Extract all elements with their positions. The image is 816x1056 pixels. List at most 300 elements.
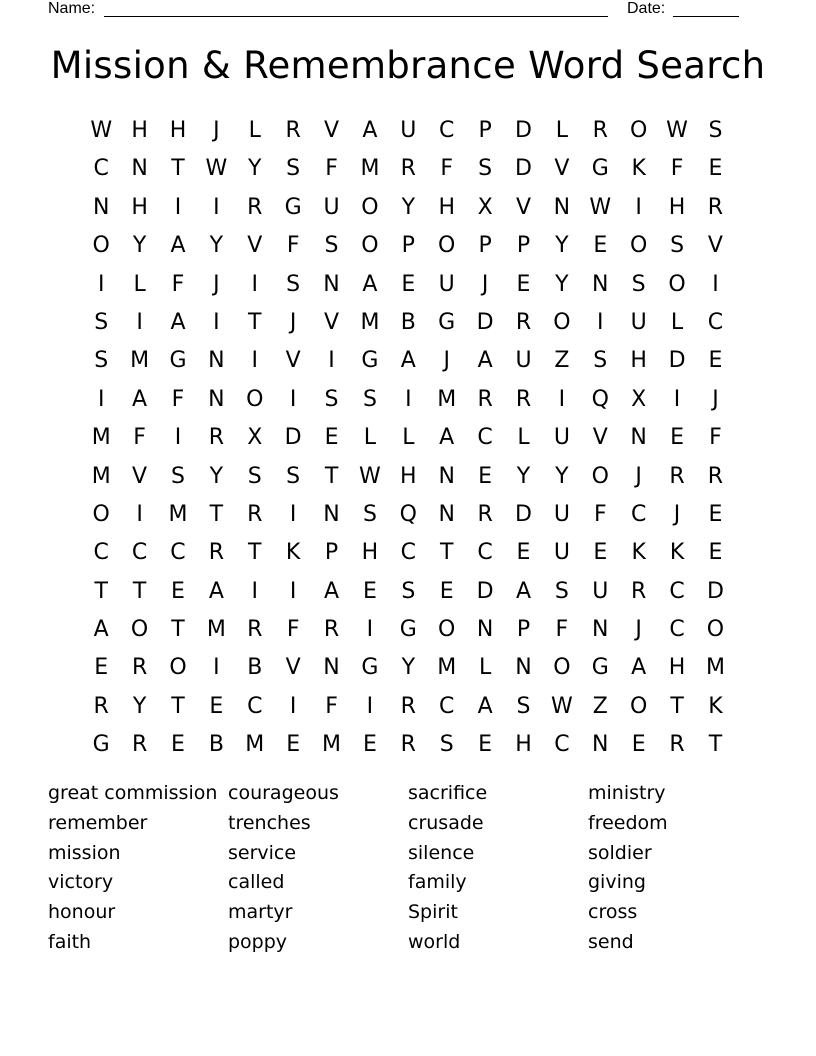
grid-letter: O: [630, 118, 648, 143]
grid-letter: W: [551, 693, 573, 719]
grid-letter: J: [481, 271, 489, 297]
grid-letter: A: [132, 386, 148, 412]
grid-letter: O: [92, 233, 110, 259]
grid-row: [82, 304, 736, 342]
grid-letter: E: [94, 655, 109, 681]
grid-letter: N: [208, 386, 225, 412]
grid-letter: S: [631, 271, 646, 297]
grid-letter: F: [670, 156, 684, 182]
grid-row: [82, 150, 736, 188]
word-list-item: soldier: [588, 841, 652, 864]
grid-letter: S: [247, 463, 262, 489]
grid-letter: G: [399, 617, 417, 643]
grid-letter: R: [515, 309, 532, 335]
grid-letter: L: [402, 425, 415, 451]
grid-letter: D: [515, 156, 532, 182]
word-list-item: silence: [408, 841, 475, 864]
word-list-row: [48, 809, 768, 839]
grid-row: [82, 419, 736, 457]
grid-letter: E: [516, 540, 531, 566]
grid-letter: F: [325, 156, 338, 182]
grid-letter: E: [362, 732, 377, 758]
grid-letter: N: [438, 501, 455, 527]
grid-letter: P: [401, 233, 415, 259]
grid-letter: H: [630, 348, 647, 374]
grid-letter: J: [289, 309, 297, 335]
grid-letter: I: [213, 309, 220, 335]
grid-letter: P: [516, 233, 531, 259]
grid-letter: J: [673, 501, 681, 527]
grid-letter: L: [248, 118, 261, 143]
grid-letter: F: [171, 271, 185, 297]
grid-letter: I: [366, 617, 374, 643]
grid-letter: R: [131, 732, 148, 758]
grid-letter: I: [251, 348, 258, 374]
grid-letter: R: [669, 463, 685, 489]
grid-letter: T: [324, 463, 339, 489]
grid-letter: R: [400, 693, 416, 719]
grid-letter: R: [592, 118, 608, 143]
grid-letter: W: [589, 194, 612, 220]
grid-letter: U: [515, 348, 532, 374]
word-list-row: [48, 898, 768, 928]
grid-letter: R: [707, 463, 724, 489]
grid-letter: V: [324, 309, 340, 335]
word-list-item: called: [228, 871, 285, 894]
grid-letter: N: [630, 425, 647, 451]
word-list-item: remember: [48, 811, 148, 834]
grid-letter: Z: [592, 693, 608, 719]
grid-letter: S: [324, 386, 339, 412]
grid-letter: U: [553, 540, 570, 566]
grid-letter: O: [92, 501, 110, 527]
grid-letter: Q: [591, 386, 609, 412]
grid-letter: L: [478, 655, 492, 681]
grid-letter: R: [707, 194, 724, 220]
grid-letter: E: [708, 348, 723, 374]
grid-letter: E: [286, 732, 301, 758]
grid-letter: F: [133, 425, 146, 451]
grid-letter: G: [361, 348, 379, 374]
grid-letter: R: [631, 578, 647, 604]
word-list-item: service: [228, 841, 297, 864]
grid-letter: E: [478, 732, 493, 758]
word-list-item: poppy: [228, 930, 288, 953]
grid-letter: T: [670, 693, 684, 719]
grid-letter: V: [247, 233, 263, 259]
grid-letter: S: [554, 578, 569, 604]
grid-letter: A: [477, 693, 493, 719]
grid-letter: I: [213, 194, 220, 220]
grid-letter: T: [94, 578, 108, 604]
grid-letter: E: [593, 540, 608, 566]
grid-letter: X: [477, 194, 493, 220]
grid-letter: F: [555, 617, 569, 643]
grid-letter: R: [285, 118, 301, 143]
grid-letter: Y: [555, 233, 569, 259]
grid-letter: P: [324, 540, 339, 566]
grid-letter: K: [708, 693, 723, 719]
grid-letter: I: [251, 578, 258, 604]
grid-letter: A: [362, 271, 378, 297]
grid-letter: W: [359, 463, 381, 489]
word-list-item: family: [408, 871, 467, 894]
grid-letter: R: [477, 386, 493, 412]
grid-letter: I: [328, 348, 335, 374]
grid-letter: M: [437, 655, 457, 681]
grid-letter: I: [289, 501, 297, 527]
grid-letter: A: [631, 655, 647, 681]
grid-letter: C: [400, 540, 416, 566]
grid-letter: K: [285, 540, 301, 566]
grid-letter: R: [400, 732, 416, 758]
grid-letter: V: [592, 425, 608, 451]
grid-letter: G: [591, 655, 609, 681]
grid-letter: S: [94, 348, 109, 374]
grid-row: [82, 227, 736, 265]
grid-letter: I: [366, 693, 374, 719]
grid-letter: C: [477, 425, 493, 451]
grid-row: [82, 189, 736, 227]
grid-letter: C: [554, 732, 570, 758]
grid-letter: S: [401, 578, 416, 604]
grid-letter: C: [439, 118, 455, 143]
grid-letter: F: [325, 693, 338, 719]
grid-letter: E: [171, 578, 185, 604]
grid-letter: S: [593, 348, 608, 374]
grid-row: [82, 381, 736, 419]
grid-letter: G: [284, 194, 302, 220]
grid-letter: N: [208, 348, 225, 374]
grid-letter: C: [439, 693, 455, 719]
grid-letter: F: [286, 617, 300, 643]
grid-letter: C: [707, 309, 724, 335]
grid-letter: J: [635, 463, 642, 489]
grid-row: [82, 534, 736, 572]
grid-letter: C: [669, 578, 685, 604]
grid-letter: H: [668, 194, 686, 220]
grid-letter: I: [635, 194, 642, 220]
grid-letter: J: [635, 617, 642, 643]
grid-letter: A: [515, 578, 532, 604]
grid-letter: L: [555, 118, 569, 143]
grid-letter: N: [592, 617, 609, 643]
grid-letter: R: [247, 617, 263, 643]
grid-letter: M: [360, 309, 380, 335]
grid-letter: U: [400, 118, 417, 143]
grid-letter: V: [515, 194, 532, 220]
grid-letter: O: [169, 655, 187, 681]
grid-letter: H: [438, 194, 455, 220]
grid-letter: V: [554, 156, 570, 182]
date-blank-line: [673, 0, 739, 17]
grid-letter: P: [516, 617, 531, 643]
grid-letter: E: [209, 693, 224, 719]
grid-letter: H: [169, 118, 187, 143]
grid-letter: K: [631, 156, 646, 182]
grid-letter: I: [289, 693, 297, 719]
grid-row: [82, 649, 736, 687]
grid-letter: M: [91, 463, 111, 489]
grid-letter: O: [591, 463, 609, 489]
word-list-item: faith: [48, 930, 92, 953]
page-title: Mission & Remembrance Word Search: [50, 44, 766, 87]
grid-letter: F: [171, 386, 185, 412]
grid-letter: H: [131, 194, 148, 220]
grid-letter: T: [171, 693, 185, 719]
grid-letter: D: [476, 309, 494, 335]
grid-row: [82, 458, 736, 496]
grid-letter: D: [706, 578, 724, 604]
grid-letter: F: [440, 156, 454, 182]
grid-letter: T: [171, 617, 185, 643]
word-list-item: crusade: [408, 811, 484, 834]
grid-letter: T: [132, 578, 147, 604]
grid-letter: K: [631, 540, 646, 566]
grid-letter: Y: [132, 693, 147, 719]
grid-letter: N: [92, 194, 110, 220]
grid-letter: O: [361, 194, 379, 220]
grid-letter: R: [669, 732, 685, 758]
grid-letter: D: [284, 425, 302, 451]
grid-letter: J: [213, 271, 220, 297]
grid-letter: C: [247, 693, 263, 719]
grid-letter: R: [477, 501, 493, 527]
grid-letter: M: [322, 732, 342, 758]
grid-letter: O: [630, 233, 648, 259]
grid-letter: Y: [401, 655, 416, 681]
grid-letter: M: [245, 732, 265, 758]
grid-letter: M: [91, 425, 111, 451]
grid-letter: A: [362, 118, 378, 143]
grid-letter: U: [438, 271, 455, 297]
grid-letter: C: [131, 540, 148, 566]
grid-letter: M: [437, 386, 457, 412]
grid-letter: A: [93, 617, 109, 643]
word-list: [48, 779, 768, 958]
grid-letter: U: [553, 501, 570, 527]
grid-letter: A: [439, 425, 455, 451]
grid-letter: M: [705, 655, 725, 681]
grid-letter: N: [323, 655, 340, 681]
grid-letter: I: [97, 386, 105, 412]
word-list-item: ministry: [588, 782, 666, 804]
letter-grid: [82, 112, 736, 765]
grid-letter: G: [169, 348, 187, 374]
grid-letter: V: [285, 348, 301, 374]
grid-letter: L: [133, 271, 146, 297]
grid-letter: N: [515, 655, 532, 681]
word-list-row: [48, 839, 768, 869]
grid-letter: A: [170, 233, 186, 259]
grid-letter: B: [208, 732, 224, 758]
word-list-item: martyr: [228, 901, 293, 924]
grid-letter: R: [247, 501, 263, 527]
grid-letter: O: [438, 617, 456, 643]
grid-letter: S: [170, 463, 185, 489]
grid-letter: A: [208, 578, 224, 604]
grid-letter: N: [592, 732, 609, 758]
grid-letter: H: [400, 463, 417, 489]
word-list-item: send: [588, 930, 634, 953]
grid-letter: U: [630, 309, 647, 335]
grid-letter: O: [361, 233, 379, 259]
worksheet-header: [48, 0, 748, 20]
name-label: Name:: [48, 0, 96, 17]
grid-letter: O: [246, 386, 264, 412]
grid-row: [82, 573, 736, 611]
grid-letter: I: [289, 578, 297, 604]
grid-letter: R: [131, 655, 148, 681]
word-list-item: sacrifice: [408, 782, 488, 804]
grid-letter: D: [476, 578, 494, 604]
grid-letter: H: [515, 732, 532, 758]
grid-letter: I: [174, 194, 182, 220]
grid-letter: E: [631, 732, 646, 758]
grid-letter: Y: [209, 233, 224, 259]
grid-letter: C: [93, 540, 109, 566]
word-list-row: [48, 868, 768, 898]
grid-letter: N: [438, 463, 455, 489]
word-list-row: [48, 779, 768, 809]
grid-letter: J: [443, 348, 450, 374]
grid-letter: O: [706, 617, 725, 643]
word-list-item: cross: [588, 901, 638, 924]
grid-letter: F: [286, 233, 300, 259]
grid-letter: L: [670, 309, 684, 335]
word-list-item: Spirit: [408, 901, 458, 924]
grid-letter: L: [363, 425, 377, 451]
grid-letter: B: [247, 655, 263, 681]
grid-letter: Q: [399, 501, 417, 527]
grid-letter: W: [90, 118, 113, 143]
grid-letter: U: [323, 194, 340, 220]
grid-letter: J: [712, 386, 719, 412]
word-list-item: mission: [48, 841, 121, 864]
grid-letter: Y: [555, 463, 569, 489]
grid-letter: X: [247, 425, 263, 451]
grid-letter: A: [400, 348, 416, 374]
grid-letter: I: [558, 386, 566, 412]
grid-row: [82, 112, 736, 150]
grid-letter: T: [248, 309, 262, 335]
grid-letter: Y: [516, 463, 531, 489]
grid-letter: G: [591, 156, 609, 182]
grid-letter: R: [247, 194, 263, 220]
grid-letter: N: [323, 501, 340, 527]
grid-letter: T: [209, 501, 224, 527]
grid-letter: A: [324, 578, 340, 604]
grid-letter: H: [668, 655, 686, 681]
grid-letter: H: [361, 540, 379, 566]
grid-letter: E: [439, 578, 454, 604]
name-blank-line: [104, 0, 608, 17]
grid-letter: N: [131, 156, 148, 182]
grid-letter: R: [208, 425, 225, 451]
grid-letter: L: [517, 425, 530, 451]
grid-letter: V: [707, 233, 723, 259]
grid-letter: N: [476, 617, 494, 643]
grid-letter: Y: [248, 156, 262, 182]
grid-letter: R: [208, 540, 225, 566]
grid-letter: E: [324, 425, 339, 451]
grid-letter: N: [553, 194, 571, 220]
word-list-item: courageous: [228, 782, 339, 804]
grid-letter: A: [170, 309, 186, 335]
grid-letter: I: [289, 386, 297, 412]
grid-letter: D: [515, 501, 532, 527]
grid-letter: E: [593, 233, 608, 259]
grid-row: [82, 496, 736, 534]
grid-letter: E: [478, 463, 493, 489]
grid-letter: O: [630, 693, 648, 719]
grid-letter: G: [438, 309, 456, 335]
grid-letter: F: [593, 501, 607, 527]
grid-letter: I: [136, 501, 143, 527]
grid-letter: I: [597, 309, 604, 335]
word-list-item: honour: [48, 901, 116, 924]
grid-letter: S: [362, 386, 377, 412]
grid-letter: I: [673, 386, 681, 412]
grid-letter: M: [130, 348, 150, 374]
grid-letter: T: [439, 540, 454, 566]
grid-row: [82, 342, 736, 380]
grid-letter: I: [405, 386, 412, 412]
grid-letter: E: [708, 540, 723, 566]
grid-letter: U: [592, 578, 609, 604]
word-list-item: trenches: [228, 811, 311, 834]
grid-letter: S: [708, 118, 723, 143]
grid-letter: M: [206, 617, 226, 643]
grid-letter: E: [401, 271, 416, 297]
grid-letter: O: [553, 655, 571, 681]
grid-letter: S: [439, 732, 454, 758]
grid-letter: R: [400, 156, 416, 182]
grid-letter: D: [515, 118, 532, 143]
word-list-item: world: [408, 930, 461, 953]
grid-letter: S: [286, 463, 301, 489]
grid-letter: G: [361, 655, 379, 681]
grid-letter: B: [400, 309, 416, 335]
grid-letter: H: [131, 118, 148, 143]
grid-row: [82, 266, 736, 304]
grid-letter: C: [170, 540, 186, 566]
grid-letter: D: [668, 348, 686, 374]
grid-letter: Y: [209, 463, 224, 489]
grid-letter: O: [130, 617, 149, 643]
grid-letter: E: [708, 156, 723, 182]
grid-letter: O: [668, 271, 686, 297]
grid-letter: I: [174, 425, 182, 451]
grid-letter: R: [323, 617, 340, 643]
grid-letter: S: [286, 271, 301, 297]
grid-letter: U: [553, 425, 570, 451]
grid-letter: O: [553, 309, 571, 335]
grid-letter: S: [478, 156, 493, 182]
grid-letter: E: [516, 271, 531, 297]
grid-letter: W: [666, 118, 688, 143]
grid-letter: M: [168, 501, 188, 527]
grid-letter: E: [708, 501, 723, 527]
word-list-item: giving: [588, 871, 646, 894]
grid-letter: C: [669, 617, 685, 643]
grid-letter: P: [478, 233, 492, 259]
grid-row: [82, 611, 736, 649]
grid-letter: R: [515, 386, 532, 412]
grid-letter: T: [171, 156, 185, 182]
grid-letter: N: [323, 271, 340, 297]
grid-letter: P: [478, 118, 492, 143]
